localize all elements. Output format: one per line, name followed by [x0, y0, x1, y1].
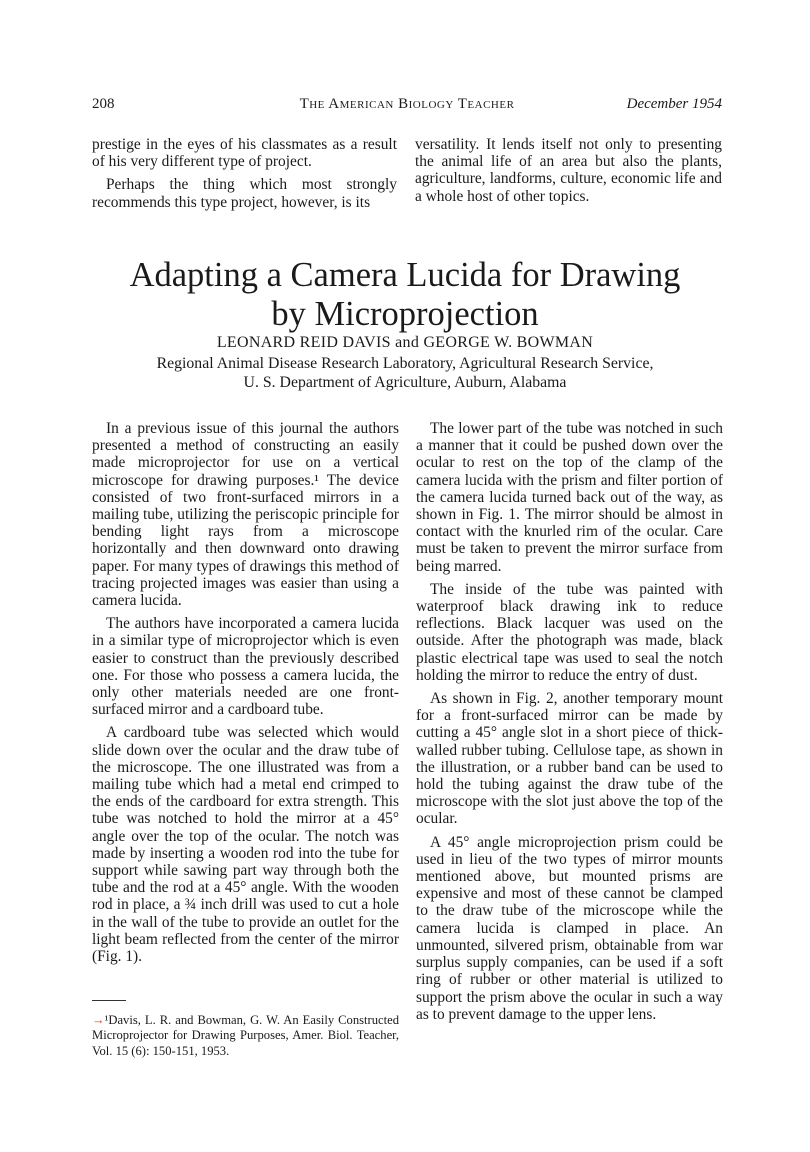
footnote-arrow-icon: →	[92, 1013, 105, 1027]
body-paragraph: The lower part of the tube was notched in such a manner that it could be pushed down over the ocular to rest on the top of the clamp of the camera lucida with the prism and filter portion of the camera lucida turned back out of the way, as shown in Fig. 1. The mirror should be almost in contact with the knurled rim of the ocular. Care must be taken to prevent the mirror surface from being marred.	[416, 420, 723, 575]
affiliation-line-2: U. S. Department of Agriculture, Auburn, Alabama	[243, 374, 567, 391]
prev-paragraph: Perhaps the thing which most strongly recommends this type project, however, is its	[92, 176, 397, 211]
running-header	[92, 96, 722, 118]
page-number: 208	[92, 96, 115, 112]
body-paragraph: The inside of the tube was painted with waterproof black drawing ink to reduce reflections. Black lacquer was used on the outside. After the photograph was made, black plastic electrical tape was used to seal the notch holding the mirror to reduce the entry of dust.	[416, 580, 723, 684]
prev-paragraph: prestige in the eyes of his classmates as a result of his very different type of project.	[92, 136, 397, 171]
article-title-line-2: by Microprojection	[271, 295, 539, 333]
prev-article-right-column	[415, 136, 722, 211]
body-paragraph: A 45° angle microprojection prism could be used in lieu of the two types of mirror mounts mentioned above, but mounted prisms are expensive and most of these cannot be clamped to the draw tube of the microscope while the camera lucida is clamped in place. An unmounted, silvered prism, obtainable from war surplus supply companies, can be used if a soft ring of rubber or other material is utilized to support the prism above the ocular in such a way as to prevent damage to the upper lens.	[416, 833, 723, 1023]
article-right-column	[416, 420, 723, 1029]
article-authors: LEONARD REID DAVIS and GEORGE W. BOWMAN	[216, 334, 594, 351]
affiliation-line-1: Regional Animal Disease Research Laboratory, Agricultural Research Service,	[156, 355, 654, 372]
body-paragraph: The authors have incorporated a camera lucida in a similar type of microprojector which is even easier to construct than the previously described one. For those who possess a camera lucida, the only other materials needed are one front-surfaced mirror and a cardboard tube.	[92, 615, 399, 719]
issue-date: December 1954	[626, 96, 722, 112]
footnote-divider	[92, 1000, 126, 1001]
body-paragraph: In a previous issue of this journal the authors presented a method of constructing an easily made microprojector for use on a vertical microscope for drawing purposes.¹ The device consisted of two front-surfaced mirrors in a mailing tube, utilizing the periscopic principle for bending light rays from a microscope horizontally and then downward onto drawing paper. For many types of drawings this method of tracing projected images was easier than using a camera lucida.	[92, 420, 399, 610]
prev-paragraph: versatility. It lends itself not only to presenting the animal life of an area but also the plants, agriculture, landforms, culture, economic life and a whole host of other topics.	[415, 136, 722, 205]
footnote-text: ¹Davis, L. R. and Bowman, G. W. An Easily Constructed Microprojector for Drawing Purposes, Amer. Biol. Teacher, Vol. 15 (6): 150-151, 1953.	[92, 1013, 399, 1058]
footnote	[92, 1013, 399, 1059]
article-left-column	[92, 420, 399, 971]
prev-article-left-column	[92, 136, 397, 217]
journal-name: The American Biology Teacher	[299, 96, 515, 112]
body-paragraph: A cardboard tube was selected which would slide down over the ocular and the draw tube of the microscope. The one illustrated was from a mailing tube which had a metal end crimped to the ends of the cardboard for extra strength. This tube was notched to hold the mirror at a 45° angle over the top of the ocular. The notch was made by inserting a wooden rod into the tube for support while sawing part way through both the tube and the rod at a 45° angle. With the wooden rod in place, a ¾ inch drill was used to cut a hole in the wall of the tube to provide an outlet for the light beam reflected from the center of the mirror (Fig. 1).	[92, 724, 399, 966]
article-title-line-1: Adapting a Camera Lucida for Drawing	[129, 256, 681, 294]
body-paragraph: As shown in Fig. 2, another temporary mount for a front-surfaced mirror can be made by cutting a 45° angle slot in a short piece of thick-walled rubber tubing. Cellulose tape, as shown in the illustration, or a rubber band can be used to hold the tubing against the draw tube of the microscope with the slot just above the top of the ocular.	[416, 690, 723, 828]
